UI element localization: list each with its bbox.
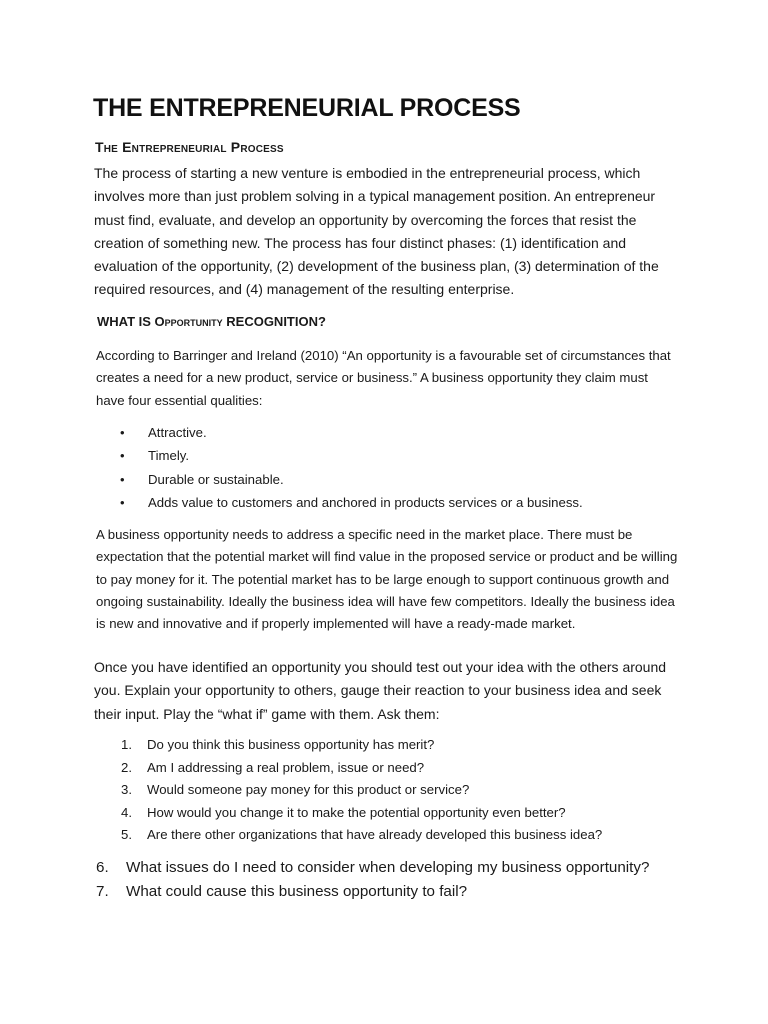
list-item-text: Are there other organizations that have already developed this business idea? bbox=[147, 827, 603, 842]
bullet-icon: • bbox=[120, 471, 125, 487]
opportunity-heading: WHAT IS Opportunity RECOGNITION? bbox=[97, 314, 326, 329]
list-item bbox=[96, 491, 583, 514]
list-item bbox=[96, 468, 583, 491]
list-item-text: Timely. bbox=[148, 448, 190, 464]
list-number: 2. bbox=[121, 759, 132, 775]
page-title: THE ENTREPRENEURIAL PROCESS bbox=[93, 94, 521, 122]
list-item-text: What could cause this business opportunity to fail? bbox=[126, 882, 468, 900]
section-subtitle: The Entrepreneurial Process bbox=[95, 139, 284, 155]
list-number: 5. bbox=[121, 827, 132, 842]
list-item-text: Attractive. bbox=[148, 425, 207, 440]
list-number: 7. bbox=[96, 882, 109, 900]
list-item bbox=[97, 757, 602, 780]
list-number: 6. bbox=[96, 859, 109, 876]
barringer-paragraph: According to Barringer and Ireland (2010) “An opportunity is a favourable set of circumstances that creates a need for a new product, service or business.” A business opportunity they claim must have four essential qualities: bbox=[96, 348, 671, 408]
list-item bbox=[96, 444, 583, 467]
list-item-text: Adds value to customers and anchored in products services or a business. bbox=[148, 494, 583, 510]
list-item bbox=[97, 802, 602, 825]
market-need-paragraph: A business opportunity needs to address a specific need in the market place. There must be expectation that the potential market will find value in the proposed service or product and be willing to pay money for it. The potential market has to be large enough to support continuous growth and ongoing sustainability. Ideally the business idea will have few competitors. Ideally the business idea is new and innovative and if properly implemented will have a ready-made market. bbox=[96, 527, 678, 632]
additional-questions-list bbox=[96, 856, 649, 903]
list-item-text: Do you think this business opportunity has merit? bbox=[147, 737, 435, 752]
list-item bbox=[96, 880, 649, 904]
list-number: 4. bbox=[121, 804, 132, 820]
list-item-text: How would you change it to make the potential opportunity even better? bbox=[147, 804, 566, 820]
list-item bbox=[96, 421, 583, 444]
list-item bbox=[97, 824, 602, 847]
list-item-text: Am I addressing a real problem, issue or need? bbox=[147, 759, 425, 775]
intro-paragraph: The process of starting a new venture is embodied in the entrepreneurial process, which involves more than just problem solving in a typical management position. An entrepreneur must find, evaluate, and develop an opportunity by overcoming the forces that resist the creation of something new. The process has four distinct phases: (1) identification and evaluation of the opportunity, (2) development of the business plan, (3) determination of the required resources, and (4) management of the resulting enterprise. bbox=[94, 165, 659, 298]
list-item-text: Durable or sustainable. bbox=[148, 471, 284, 487]
qualities-list bbox=[96, 421, 583, 514]
list-number: 1. bbox=[121, 737, 132, 752]
test-idea-paragraph: Once you have identified an opportunity you should test out your idea with the others around you. Explain your opportunity to others, gauge their reaction to your business idea and seek their input. Play the “what if” game with them. Ask them: bbox=[94, 659, 667, 722]
list-item-text: What issues do I need to consider when developing my business opportunity? bbox=[126, 859, 650, 876]
bullet-icon: • bbox=[120, 494, 125, 510]
list-item bbox=[97, 734, 602, 757]
list-item bbox=[96, 856, 649, 880]
bullet-icon: • bbox=[120, 448, 125, 464]
list-number: 3. bbox=[121, 782, 132, 797]
list-item bbox=[97, 779, 602, 802]
questions-list bbox=[97, 734, 602, 847]
bullet-icon: • bbox=[120, 425, 125, 440]
list-item-text: Would someone pay money for this product or service? bbox=[147, 782, 470, 797]
